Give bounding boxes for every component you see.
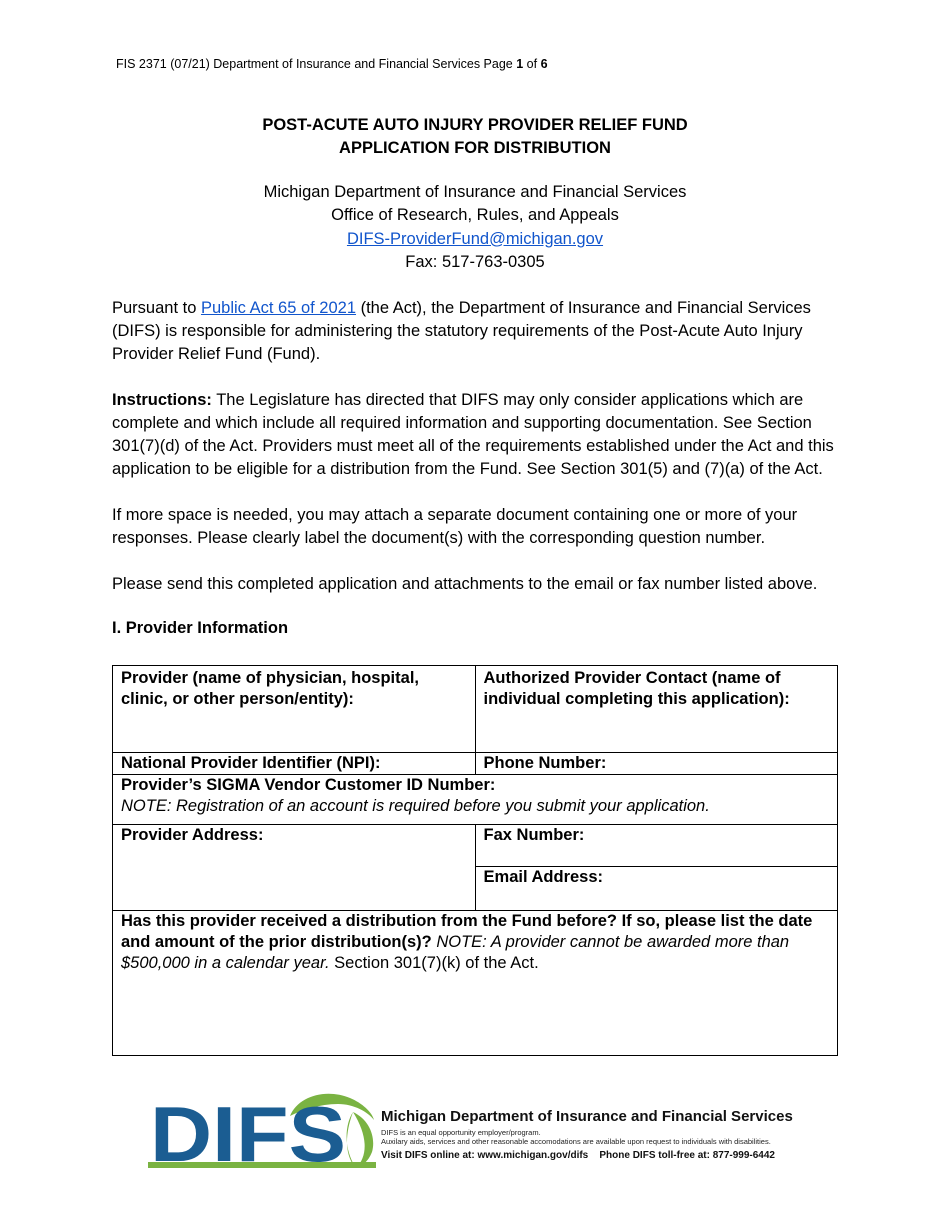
footer-contact	[381, 1150, 793, 1161]
footer-agency-name: Michigan Department of Insurance and Financial Services	[381, 1108, 793, 1125]
logo-lettering: DIFS	[150, 1090, 346, 1172]
footer-visit: Visit DIFS online at: www.michigan.gov/difs	[381, 1150, 589, 1161]
agency-name: Michigan Department of Insurance and Financial Services	[263, 183, 687, 201]
provider-info-table	[112, 665, 838, 1056]
npi-cell[interactable]	[113, 753, 476, 775]
send-note: Please send this completed application and attachments to the email or fax number listed above.	[112, 575, 818, 593]
footer	[148, 1090, 808, 1172]
phone-label: Phone Number:	[483, 754, 607, 772]
footer-aids: Auxilary aids, services and other reasonable accomodations are available upon request to individuals with disabilities.	[381, 1136, 771, 1146]
prior-distribution-question: Has this provider received a distribution from the Fund before? If so, please list the date and amount of the prior distribution(s)?	[121, 912, 813, 951]
agency-fax: Fax: 517-763-0305	[405, 252, 545, 271]
fax-number-label: Fax Number:	[483, 826, 585, 844]
document-title	[0, 114, 950, 160]
agency-email-link[interactable]: DIFS-ProviderFund@michigan.gov	[346, 229, 604, 248]
page-total: 6	[540, 57, 548, 71]
agency-info	[0, 181, 950, 274]
authorized-contact-label: Authorized Provider Contact (name of individual completing this application):	[483, 669, 790, 708]
authorized-contact-cell[interactable]	[475, 666, 837, 753]
instructions-text: The Legislature has directed that DIFS may only consider applications which are complete and which include all required information and supporting documentation. See Section 301(7)(d) of the Act. Providers must meet all of the requirements established under the Act and this application to be eligible for a distribution from the Fund. See Section 301(5) and (7)(a) of the Act.	[112, 391, 834, 478]
space-note: If more space is needed, you may attach a separate document containing one or more of your responses. Please clearly label the document(s) with the corresponding question number.	[112, 506, 798, 547]
instructions-label: Instructions:	[112, 391, 212, 409]
page-number: 1	[516, 57, 524, 71]
fax-number-cell[interactable]	[475, 825, 837, 867]
intro-prefix: Pursuant to	[112, 299, 201, 317]
footer-eeo: DIFS is an equal opportunity employer/program.	[381, 1128, 541, 1137]
footer-phone: Phone DIFS toll-free at: 877-999-6442	[599, 1150, 775, 1161]
page-header	[116, 57, 548, 71]
email-address-label: Email Address:	[483, 868, 604, 886]
prior-distribution-note: NOTE: A provider cannot be awarded more than $500,000 in a calendar year.	[121, 933, 790, 972]
public-act-link[interactable]: Public Act 65 of 2021	[200, 299, 357, 317]
footer-text	[381, 1108, 793, 1161]
provider-address-label: Provider Address:	[121, 826, 264, 844]
provider-name-cell[interactable]	[113, 666, 476, 753]
provider-name-label: Provider (name of physician, hospital, clinic, or other person/entity):	[121, 669, 419, 708]
form-id: FIS 2371 (07/21) Department of Insurance and Financial Services Page	[116, 57, 517, 71]
intro-suffix: (the Act), the Department of Insurance and Financial Services (DIFS) is responsible for administering the statutory requirements of the Post-Acute Auto Injury Provider Relief Fund (Fund).	[112, 299, 811, 363]
email-address-cell[interactable]	[475, 867, 837, 911]
npi-label: National Provider Identifier (NPI):	[121, 754, 381, 772]
sigma-id-note: NOTE: Registration of an account is required before you submit your application.	[121, 797, 710, 815]
prior-distribution-section: Section 301(7)(k) of the Act.	[329, 954, 539, 972]
difs-logo	[148, 1090, 380, 1172]
provider-address-cell[interactable]	[113, 825, 476, 911]
sigma-id-label: Provider’s SIGMA Vendor Customer ID Number:	[121, 776, 496, 794]
phone-cell[interactable]	[475, 753, 837, 775]
instructions-paragraph	[112, 389, 842, 481]
title-line-2: APPLICATION FOR DISTRIBUTION	[339, 139, 611, 157]
prior-distribution-cell[interactable]	[113, 911, 838, 1056]
intro-paragraph	[112, 297, 842, 366]
sigma-id-cell[interactable]	[113, 775, 838, 825]
page-of: of	[523, 57, 541, 71]
section-heading-provider-info: I. Provider Information	[112, 619, 289, 637]
agency-office: Office of Research, Rules, and Appeals	[331, 206, 619, 225]
title-line-1: POST-ACUTE AUTO INJURY PROVIDER RELIEF FUND	[262, 116, 688, 134]
